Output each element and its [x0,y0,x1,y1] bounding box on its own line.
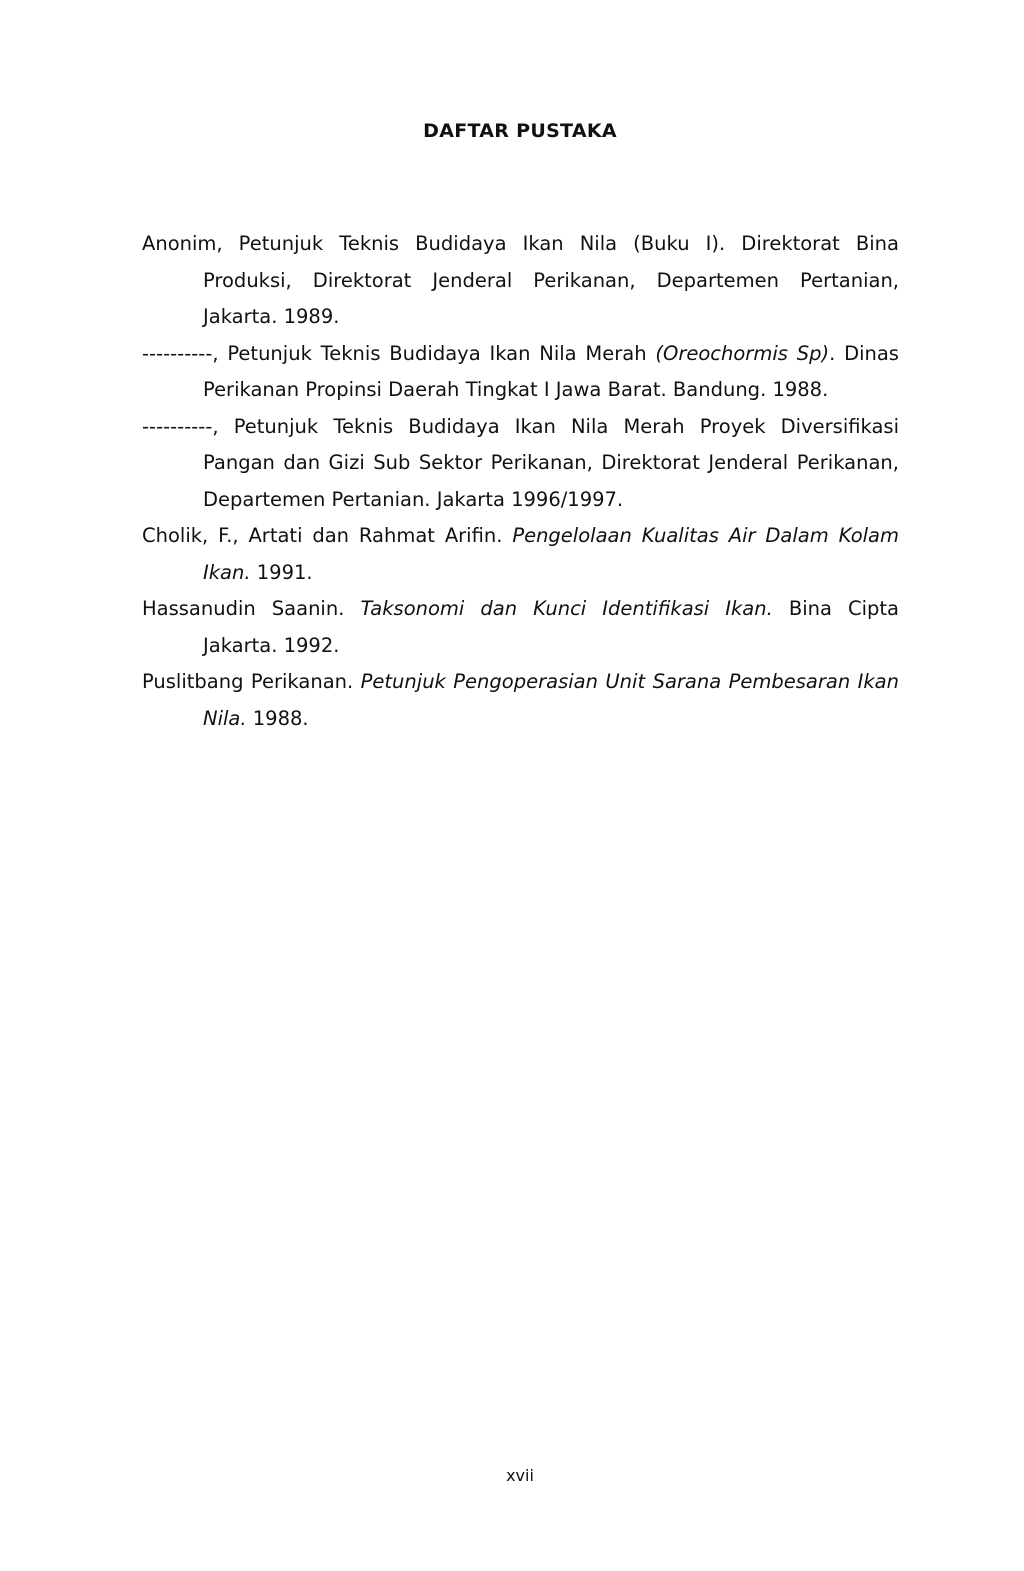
reference-species-name: (Oreochormis Sp) [655,341,830,365]
reference-item [142,409,899,519]
reference-author: Puslitbang Perikanan. [142,670,361,693]
reference-list [142,226,899,737]
reference-title: Taksonomi dan Kunci Identifikasi Ikan. [360,597,773,620]
reference-item [142,226,899,336]
reference-author: Cholik, F., Artati dan Rahmat Arifin. [142,524,513,547]
reference-item [142,591,899,664]
reference-text-tail: . Dinas Perikanan Propinsi Daerah Tingkat I Jawa Barat. Bandung. 1988. [203,341,899,401]
page-title: DAFTAR PUSTAKA [423,120,617,142]
reference-text: Anonim, Petunjuk Teknis Budidaya Ikan Nila (Buku I). Direktorat Bina Produksi, Direktorat Jenderal Perikanan, Departemen Pertanian, Jakarta. 1989. [142,232,899,328]
reference-item [142,518,899,591]
reference-title: Petunjuk Pengoperasian Unit Sarana Pembesaran Ikan Nila. [203,670,899,730]
reference-item [142,336,899,409]
reference-author: Hassanudin Saanin. [142,597,361,620]
reference-text: ----------, Petunjuk Teknis Budidaya Ikan Nila Merah Proyek Diversifikasi Pangan dan Gizi Sub Sektor Perikanan, Direktorat Jenderal Perikanan, Departemen Pertanian. Jakarta 1996/1997. [142,414,899,511]
reference-text-tail: 1988. [246,706,309,730]
reference-text-tail: Bina Cipta Jakarta. 1992. [203,597,899,657]
page-number: xvii [506,1466,534,1485]
reference-text-tail: 1991. [250,560,313,584]
reference-text: ----------, Petunjuk Teknis Budidaya Ikan Nila Merah [142,341,656,365]
reference-title: Pengelolaan Kualitas Air Dalam Kolam Ikan. [203,524,899,584]
reference-item [142,664,899,737]
